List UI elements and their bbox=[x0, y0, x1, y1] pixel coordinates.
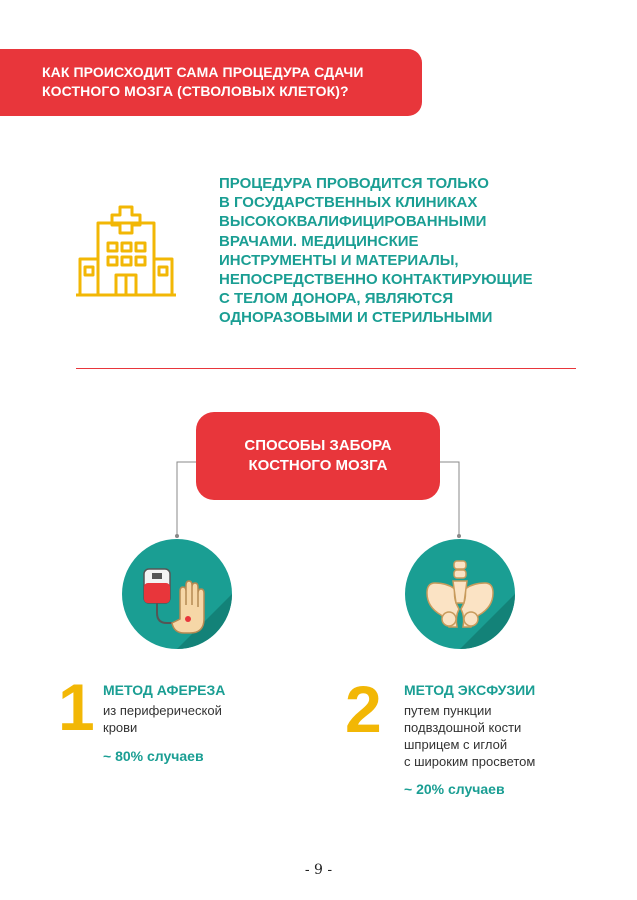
connector-right-dot bbox=[457, 534, 461, 538]
intro-line: ОДНОРАЗОВЫМИ И СТЕРИЛЬНЫМИ bbox=[219, 309, 493, 327]
method-2-desc-line: путем пункции bbox=[404, 703, 492, 718]
method-1-circle bbox=[122, 539, 232, 649]
method-2-circle bbox=[405, 539, 515, 649]
header-line-1: КАК ПРОИСХОДИТ САМА ПРОЦЕДУРА СДАЧИ bbox=[42, 64, 364, 80]
intro-text bbox=[219, 174, 599, 328]
header-banner bbox=[0, 49, 422, 116]
blood-bag-hand-icon bbox=[122, 539, 232, 649]
intro-line: С ТЕЛОМ ДОНОРА, ЯВЛЯЮТСЯ bbox=[219, 290, 454, 308]
intro-line: ИНСТРУМЕНТЫ И МАТЕРИАЛЫ, bbox=[219, 251, 459, 269]
connector-left bbox=[177, 462, 196, 536]
intro-line: ПРОЦЕДУРА ПРОВОДИТСЯ ТОЛЬКО bbox=[219, 175, 489, 192]
intro-line: В ГОСУДАРСТВЕННЫХ КЛИНИКАХ bbox=[219, 194, 478, 212]
methods-heading-line-2: КОСТНОГО МОЗГА bbox=[248, 457, 388, 474]
method-2-desc-line: подвздошной кости bbox=[404, 720, 522, 735]
method-1-stat: ~ 80% случаев bbox=[103, 748, 204, 764]
intro-line: ВЫСОКОКВАЛИФИЦИРОВАННЫМИ bbox=[219, 213, 487, 231]
method-1-desc-line: из периферической bbox=[103, 703, 222, 718]
methods-heading bbox=[196, 412, 440, 500]
intro-line: НЕПОСРЕДСТВЕННО КОНТАКТИРУЮЩИЕ bbox=[219, 271, 533, 289]
method-1-description bbox=[103, 702, 222, 736]
method-2-description bbox=[404, 702, 535, 770]
pelvis-bone-icon bbox=[405, 539, 515, 649]
hospital-icon bbox=[76, 205, 176, 297]
method-2-desc-line: шприцем с иглой bbox=[404, 737, 508, 752]
method-2-number: 2 bbox=[345, 672, 382, 746]
connector-right bbox=[440, 462, 459, 536]
methods-heading-line-1: СПОСОБЫ ЗАБОРА bbox=[244, 437, 392, 454]
connector-left-dot bbox=[175, 534, 179, 538]
intro-line: ВРАЧАМИ. МЕДИЦИНСКИЕ bbox=[219, 232, 419, 250]
section-divider bbox=[76, 368, 576, 369]
method-1-desc-line: крови bbox=[103, 720, 138, 735]
header-line-2: КОСТНОГО МОЗГА (СТВОЛОВЫХ КЛЕТОК)? bbox=[42, 83, 349, 99]
page-number: - 9 - bbox=[304, 862, 333, 878]
method-2-title: МЕТОД ЭКСФУЗИИ bbox=[404, 682, 536, 698]
method-2-stat: ~ 20% случаев bbox=[404, 781, 505, 797]
method-1-title: МЕТОД АФЕРЕЗА bbox=[103, 682, 226, 698]
method-2-desc-line: с широким просветом bbox=[404, 754, 536, 769]
method-1-number: 1 bbox=[58, 670, 95, 744]
